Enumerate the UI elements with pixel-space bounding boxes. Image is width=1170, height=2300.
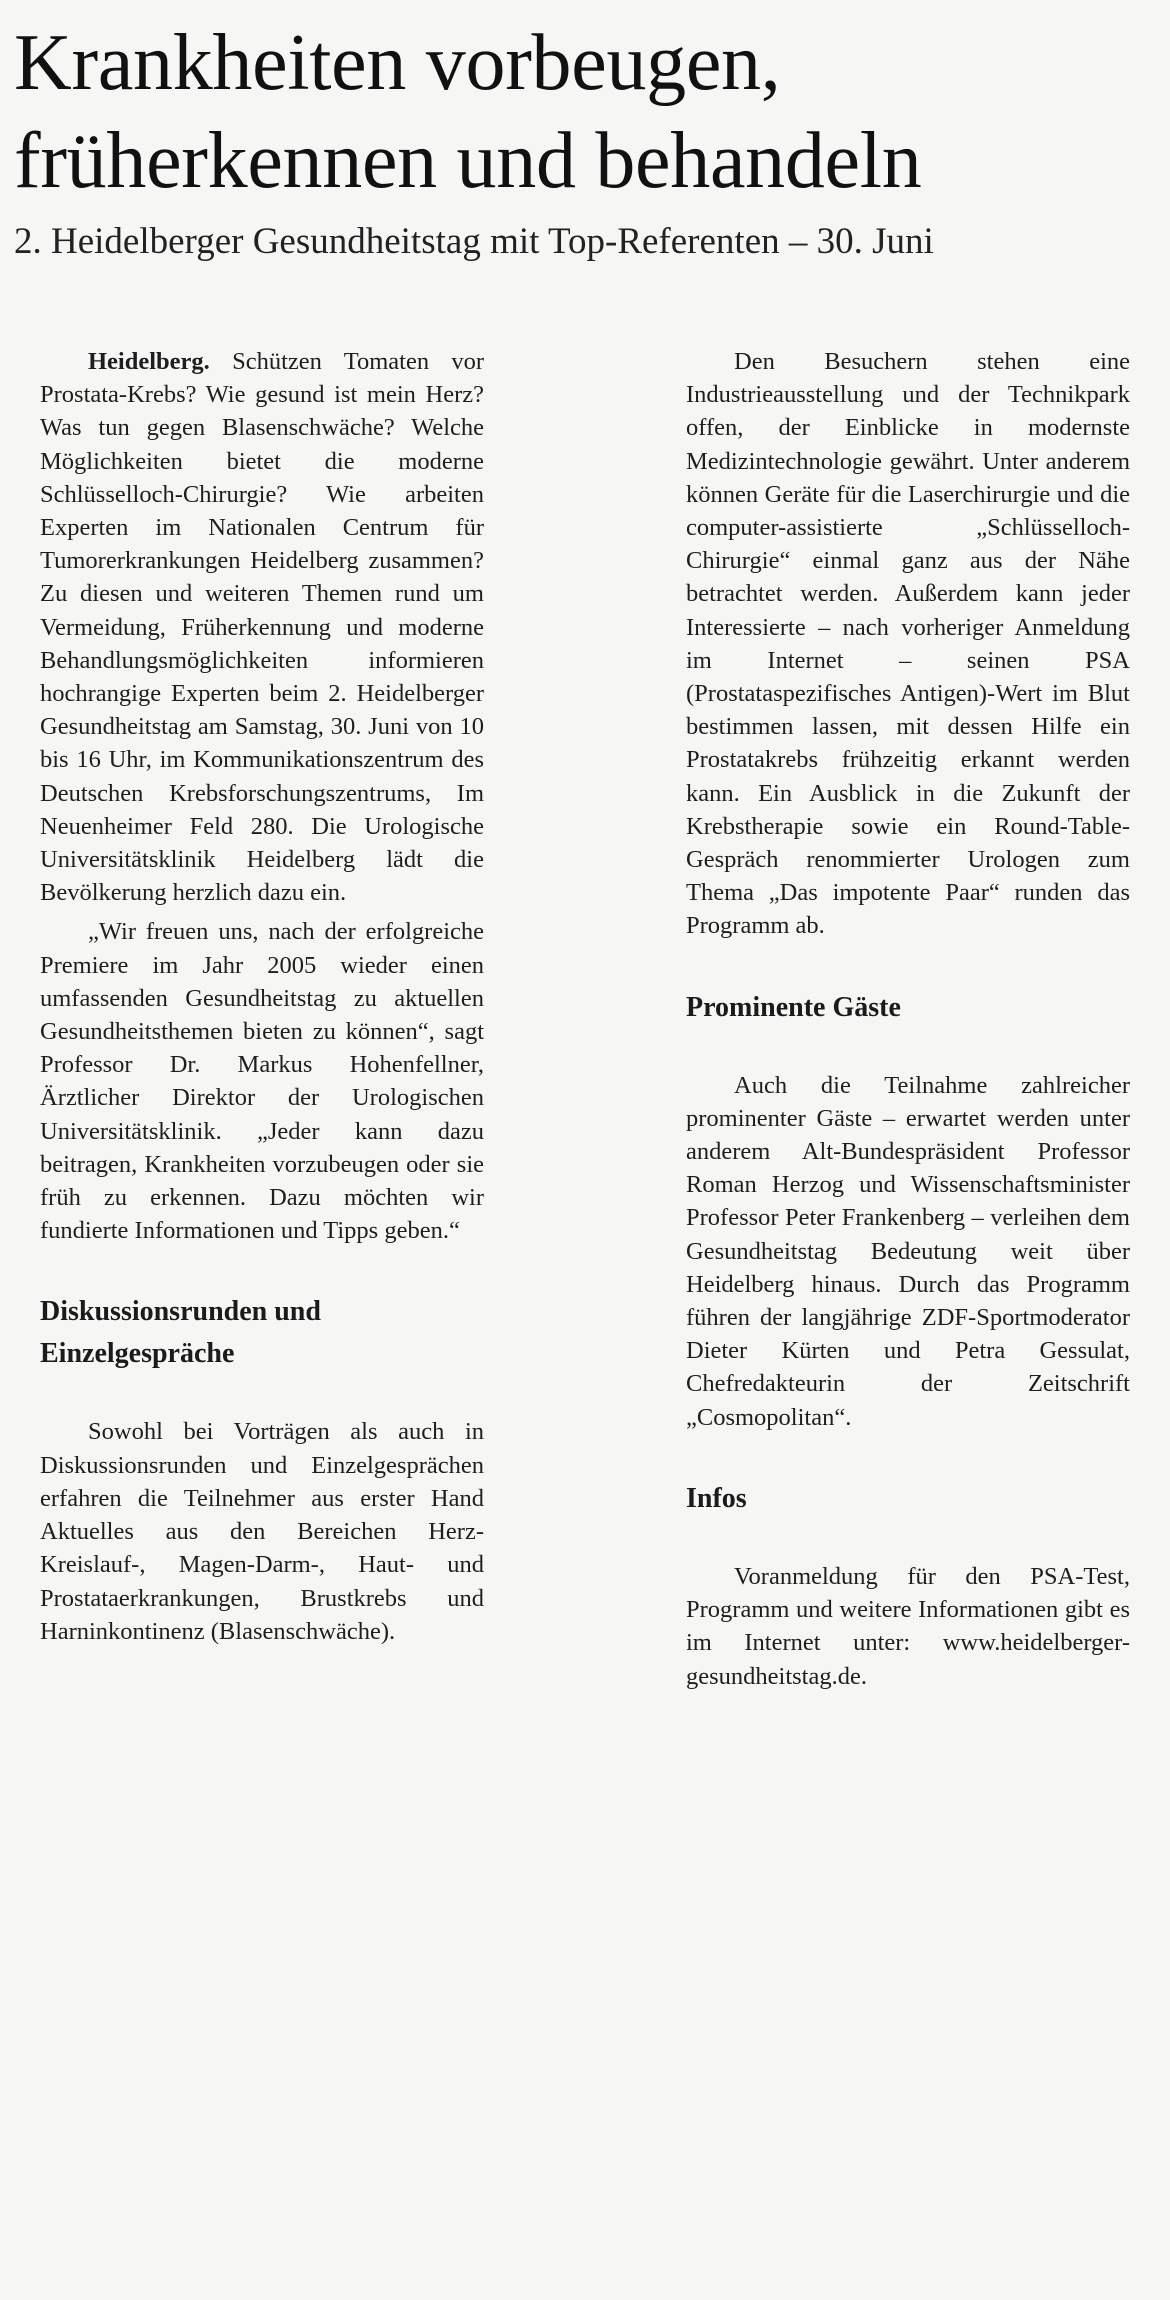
dateline-place: Heidelberg. (88, 348, 210, 375)
exhibition-paragraph: Den Besuchern stehen eine Industrieausstellung und der Technikpark offen, der Einblicke in modernste Medizintechnologie gewährt. Unter anderem können Geräte für die Laserchirurgie und die computer-assistierte „Schlüsselloch-Chirurgie“ einmal ganz aus der Nähe betrachtet werden. Außerdem kann jeder Interessierte – nach vorheriger Anmeldung im Internet – seinen PSA (Prostataspezifisches Antigen)-Wert im Blut bestimmen lassen, mit dessen Hilfe ein Prostatakrebs frühzeitig erkannt werden kann. Ein Ausblick in die Zukunft der Krebstherapie sowie ein Round-Table-Gespräch renommierter Urologen zum Thema „Das impotente Paar“ runden das Programm ab. (686, 348, 1130, 940)
section-heading-infos: Infos (686, 1482, 747, 1514)
section-heading-discussions: Diskussionsrunden und Einzelgespräche (40, 1296, 321, 1370)
discussions-paragraph: Sowohl bei Vorträgen als auch in Diskussionsrunden und Einzelgesprächen erfahren die Teilnehmer aus erster Hand Aktuelles aus den Bereichen Herz-Kreislauf-, Magen-Darm-, Haut- und Prostataerkrankungen, Brustkrebs und Harninkontinenz (Blasenschwäche). (40, 1418, 484, 1645)
quote-paragraph: „Wir freuen uns, nach der erfolgreiche Premiere im Jahr 2005 wieder einen umfassenden Gesundheitstag zu aktuellen Gesundheitsthemen bieten zu können“, sagt Professor Dr. Markus Hohenfellner, Ärztlicher Direktor der Urologischen Universitätsklinik. „Jeder kann dazu beitragen, Krankheiten vorzubeugen oder sie früh zu erkennen. Dazu möchten wir fundierte Informationen und Tipps geben.“ (40, 918, 484, 1245)
lead-paragraph (40, 345, 484, 909)
headline-line-2: früherkennen und behandeln (14, 117, 922, 205)
subheadline: 2. Heidelberger Gesundheitstag mit Top-Referenten – 30. Juni (14, 221, 934, 262)
right-column (686, 345, 1130, 1693)
guests-paragraph: Auch die Teilnahme zahlreicher prominenter Gäste – erwartet werden unter anderem Alt-Bundespräsident Professor Roman Herzog und Wissenschaftsminister Professor Peter Frankenberg – verleihen dem Gesundheitstag Bedeutung weit über Heidelberg hinaus. Durch das Programm führen der langjährige ZDF-Sportmoderator Dieter Kürten und Petra Gessulat, Chefredakteurin der Zeitschrift „Cosmopolitan“. (686, 1071, 1130, 1431)
section-heading-guests: Prominente Gäste (686, 991, 901, 1023)
lead-text: Schützen Tomaten vor Prostata-Krebs? Wie gesund ist mein Herz? Was tun gegen Blasenschwäche? Welche Möglichkeiten bietet die moderne Schlüsselloch-Chirurgie? Wie arbeiten Experten im Nationalen Centrum für Tumorerkrankungen Heidelberg zusammen? Zu diesen und weiteren Themen rund um Vermeidung, Früherkennung und moderne Behandlungsmöglichkeiten informieren hochrangige Experten beim 2. Heidelberger Gesundheitstag am Samstag, 30. Juni von 10 bis 16 Uhr, im Kommunikationszentrum des Deutschen Krebsforschungszentrums, Im Neuenheimer Feld 280. Die Urologische Universitätsklinik Heidelberg lädt die Bevölkerung herzlich dazu ein. (40, 348, 485, 907)
headline (14, 14, 1154, 210)
infos-paragraph: Voranmeldung für den PSA-Test, Programm und weitere Informationen gibt es im Internet unter: www.heidelberger-gesundheitstag.de. (686, 1562, 1130, 1690)
left-column (40, 345, 484, 1648)
headline-line-1: Krankheiten vorbeugen, (14, 19, 781, 107)
